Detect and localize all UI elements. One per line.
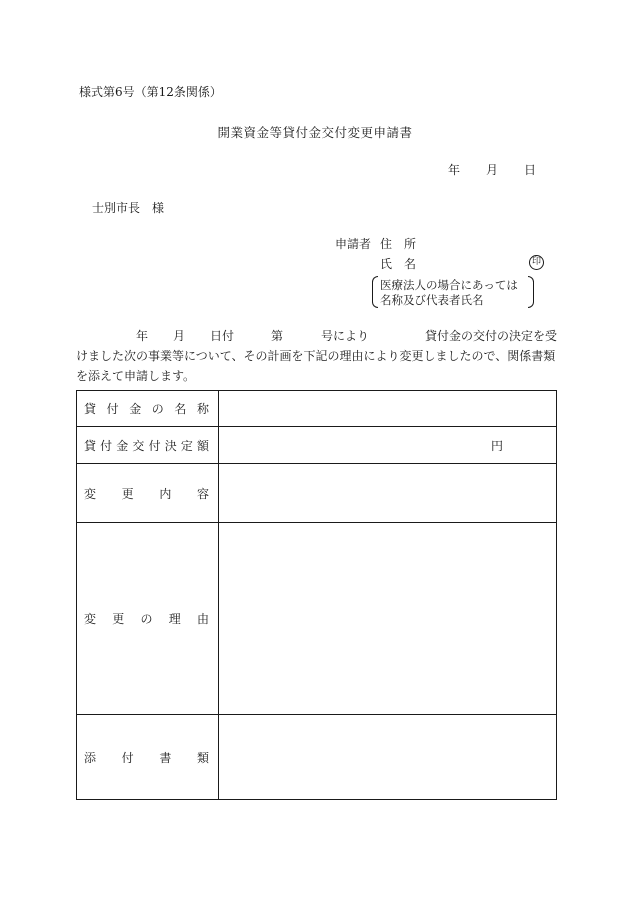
label-char: 更 xyxy=(121,486,134,501)
label-char: 定 xyxy=(180,438,193,453)
body-number-suffix: 号により xyxy=(321,329,370,343)
label-char: 内 xyxy=(159,486,172,501)
date-year: 年 xyxy=(448,163,461,177)
label-char: 変 xyxy=(84,486,97,501)
corporation-note xyxy=(372,275,534,309)
table-row xyxy=(77,523,557,715)
body-line3: を添えて申請します。 xyxy=(76,369,196,383)
label-char: 書 xyxy=(159,750,172,765)
applicant-label: 申請者 xyxy=(335,237,372,251)
body-number-prefix: 第 xyxy=(271,329,284,343)
corporation-note-line2: 名称及び代表者氏名 xyxy=(380,293,484,307)
yen-unit: 円 xyxy=(491,439,504,453)
value-cell[interactable] xyxy=(219,464,557,523)
date-line xyxy=(448,162,536,178)
body-date-suffix: 日付 xyxy=(210,329,235,343)
addressee: 士別市長 様 xyxy=(92,201,165,215)
row-label xyxy=(77,749,218,766)
label-cell xyxy=(77,427,219,464)
label-char: 付 xyxy=(148,438,161,453)
label-char: 貸 xyxy=(84,402,97,416)
label-char: 更 xyxy=(112,612,125,626)
label-char: 交 xyxy=(132,438,145,453)
label-char: 称 xyxy=(196,402,209,416)
row-label xyxy=(77,400,218,417)
address-label: 住 所 xyxy=(380,237,417,251)
row-label xyxy=(77,485,218,502)
row-label xyxy=(77,437,218,454)
table-row xyxy=(77,391,557,427)
value-cell[interactable] xyxy=(219,427,557,464)
label-char: 理 xyxy=(168,612,181,626)
label-char: 付 xyxy=(100,438,113,453)
row-label xyxy=(77,610,218,627)
label-cell xyxy=(77,715,219,800)
body-loan-tail: 貸付金の交付の決定を受 xyxy=(425,329,558,343)
bracket-left xyxy=(372,276,378,308)
label-char: 添 xyxy=(84,750,97,765)
application-table xyxy=(76,390,557,800)
label-char: 変 xyxy=(84,612,97,626)
label-char: 名 xyxy=(174,402,187,416)
body-year: 年 xyxy=(136,329,149,343)
label-char: 貸 xyxy=(84,438,97,453)
label-char: 付 xyxy=(106,402,119,416)
document-title: 開業資金等貸付金交付変更申請書 xyxy=(217,125,413,140)
value-cell[interactable] xyxy=(219,715,557,800)
label-cell xyxy=(77,523,219,715)
form-number: 様式第6号（第12条関係） xyxy=(79,85,222,99)
label-char: 容 xyxy=(196,486,209,501)
body-line2: けました次の事業等について、その計画を下記の理由により変更しましたので、関係書類 xyxy=(76,349,556,363)
label-char: 由 xyxy=(196,612,209,626)
label-char: 決 xyxy=(164,438,177,453)
label-char: 金 xyxy=(116,438,129,453)
label-char: の xyxy=(151,402,164,416)
body-month: 月 xyxy=(173,329,186,343)
table-row xyxy=(77,715,557,800)
label-char: 額 xyxy=(196,438,209,453)
label-cell xyxy=(77,391,219,427)
label-char: 付 xyxy=(121,750,134,765)
table-row xyxy=(77,427,557,464)
bracket-right xyxy=(528,276,534,308)
date-day: 日 xyxy=(524,163,537,177)
seal-mark: 印 xyxy=(529,255,544,270)
date-month: 月 xyxy=(486,163,499,177)
value-cell[interactable] xyxy=(219,523,557,715)
corporation-note-line1: 医療法人の場合にあっては xyxy=(380,278,518,292)
label-char: 金 xyxy=(129,402,142,416)
value-cell[interactable] xyxy=(219,391,557,427)
name-label: 氏 名 xyxy=(380,257,417,271)
table-row xyxy=(77,464,557,523)
label-cell xyxy=(77,464,219,523)
label-char: 類 xyxy=(196,750,209,765)
label-char: の xyxy=(140,612,153,626)
